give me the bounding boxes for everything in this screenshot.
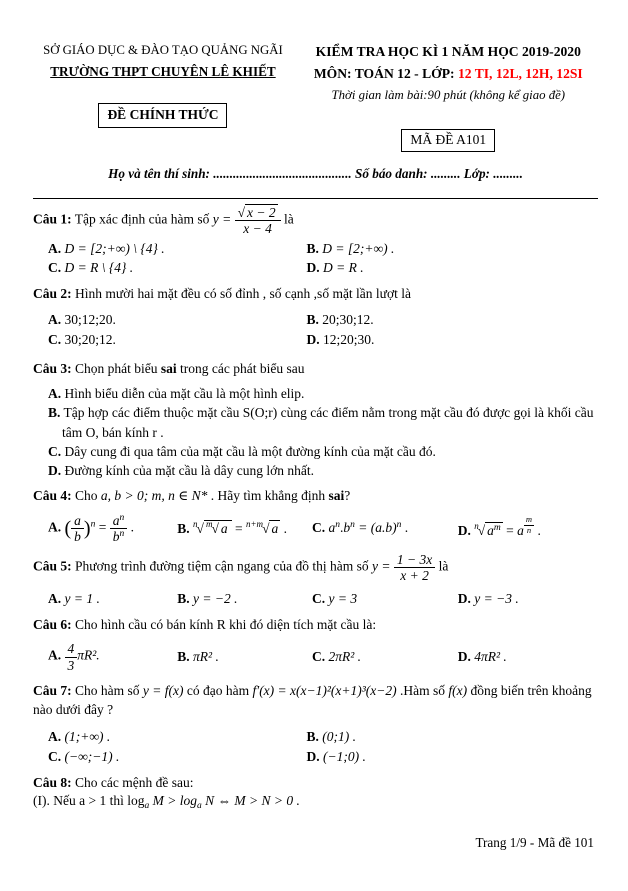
four-thirds-fraction bbox=[65, 641, 78, 672]
question-7 bbox=[33, 681, 598, 767]
exponent-fraction bbox=[524, 514, 534, 536]
option-d bbox=[458, 515, 598, 541]
department-name: SỞ GIÁO DỤC & ĐÀO TẠO QUẢNG NGÃI bbox=[43, 43, 283, 57]
class-list: 12 TI, 12L, 12H, 12SI bbox=[454, 66, 583, 82]
period: . bbox=[534, 523, 541, 539]
question-2-stem bbox=[33, 284, 598, 304]
question-7-text-3: .Hàm số bbox=[396, 682, 449, 698]
question-2-text: Hình mười hai mặt đều có số đỉnh , số cạnh ,số mặt lần lượt là bbox=[71, 286, 411, 302]
option-c-letter: C. bbox=[312, 648, 326, 664]
period: . bbox=[127, 519, 134, 535]
log-segment-2: M > log bbox=[149, 793, 197, 809]
option-c-value: 2πR² . bbox=[328, 648, 362, 664]
right-paren: ) bbox=[83, 517, 91, 540]
option-c-letter: C. bbox=[48, 331, 62, 347]
question-3-text-pre: Chọn phát biểu bbox=[71, 360, 161, 376]
option-d-value: D = R . bbox=[323, 260, 364, 276]
option-a bbox=[48, 513, 177, 544]
question-6-text: Cho hình cầu có bán kính R khi đó diện tích mặt cầu là: bbox=[71, 616, 377, 632]
option-a bbox=[48, 590, 177, 609]
question-4-text-mid: . Hãy tìm khẳng định bbox=[207, 488, 329, 504]
q5-formula-lhs: y = bbox=[372, 558, 391, 574]
option-b-letter: B. bbox=[177, 648, 190, 664]
exponent-n: n bbox=[350, 519, 355, 530]
question-3-label: Câu 3: bbox=[33, 360, 72, 376]
option-d-letter: D. bbox=[457, 648, 471, 664]
q7-formula-1: y = f(x) bbox=[142, 682, 184, 698]
radical bbox=[474, 523, 503, 538]
equals-ab: = (a.b) bbox=[354, 519, 397, 535]
option-c bbox=[48, 748, 307, 767]
option-a-letter: A. bbox=[48, 591, 62, 607]
q1-formula-lhs: y = bbox=[212, 212, 232, 228]
option-d-value: y = −3 . bbox=[474, 591, 519, 607]
exam-code-box: MÃ ĐỀ A101 bbox=[401, 129, 495, 152]
question-6 bbox=[33, 615, 598, 673]
sqrt-icon: √ bbox=[237, 205, 246, 221]
option-d bbox=[307, 331, 599, 350]
log-segment-3: N ⇔ M > N > 0 . bbox=[201, 793, 300, 809]
option-d bbox=[307, 748, 599, 767]
option-c-value: 30;20;12. bbox=[64, 331, 116, 347]
header-right bbox=[299, 42, 598, 152]
fraction-numerator bbox=[110, 513, 128, 529]
option-a-letter: A. bbox=[48, 386, 62, 402]
option-c-value: D = R \ {4} . bbox=[64, 260, 134, 276]
option-c bbox=[312, 519, 458, 538]
option-c-letter: C. bbox=[48, 748, 62, 764]
period: . bbox=[280, 520, 287, 536]
duration-line: Thời gian làm bài:90 phút (không kể giao đề) bbox=[331, 88, 566, 103]
option-a bbox=[48, 240, 307, 259]
option-d-value: 12;20;30. bbox=[323, 331, 375, 347]
question-5 bbox=[33, 552, 598, 609]
question-1-suffix: là bbox=[284, 212, 294, 228]
radicand bbox=[485, 522, 503, 538]
question-8-label: Câu 8: bbox=[33, 774, 72, 790]
option-a-value: 30;12;20. bbox=[64, 311, 116, 327]
option-b-value: D = [2;+∞) . bbox=[322, 240, 395, 256]
question-7-text-4: đồng biến trên khoảng nào dưới đây ? bbox=[33, 682, 592, 718]
question-2-options bbox=[33, 311, 598, 350]
base-b: b bbox=[343, 519, 351, 535]
question-1 bbox=[33, 205, 598, 278]
option-b-letter: B. bbox=[306, 728, 319, 744]
question-6-stem bbox=[33, 615, 598, 635]
base-a: a bbox=[328, 519, 336, 535]
equals-sign: = bbox=[95, 519, 110, 535]
option-a-letter: A. bbox=[48, 311, 62, 327]
fraction-a-over-b bbox=[71, 513, 84, 544]
option-c bbox=[48, 259, 307, 278]
fraction-denominator: b bbox=[74, 528, 81, 544]
radical bbox=[245, 518, 280, 536]
q1-radicand: x − 2 bbox=[247, 205, 276, 221]
dot: . bbox=[340, 519, 344, 535]
option-b-letter: B. bbox=[306, 311, 319, 327]
option-b-value: Tập hợp các điểm thuộc mặt cầu S(O;r) cùng các điểm nằm trong mặt cầu đó được gọi là khối cầu tâm O, bán kính r . bbox=[62, 405, 594, 440]
fraction-denominator bbox=[110, 529, 128, 544]
question-2-label: Câu 2: bbox=[33, 286, 72, 302]
log-base-a: a bbox=[144, 801, 150, 812]
exam-code-wrap bbox=[299, 105, 598, 152]
option-b-value: (0;1) . bbox=[322, 728, 357, 744]
school-name: TRƯỜNG THPT CHUYÊN LÊ KHIẾT bbox=[50, 63, 276, 79]
option-d bbox=[48, 461, 598, 480]
question-3-bold-word: sai bbox=[160, 360, 177, 376]
question-3-options bbox=[33, 384, 598, 480]
root-index-n: n bbox=[474, 521, 479, 532]
option-b bbox=[307, 240, 599, 259]
option-d bbox=[458, 648, 598, 667]
mini-fraction-numerator: m bbox=[525, 514, 533, 525]
header-left bbox=[33, 42, 293, 152]
option-b-value: y = −2 . bbox=[193, 591, 238, 607]
q5-fraction-numerator: 1 − 3x bbox=[394, 552, 435, 568]
question-3-text-post: trong các phát biểu sau bbox=[176, 360, 305, 376]
question-8-stem bbox=[33, 773, 598, 793]
question-7-text-1: Cho hàm số bbox=[71, 682, 143, 698]
option-a-letter: A. bbox=[48, 648, 62, 664]
q7-formula-3: f(x) bbox=[448, 682, 468, 698]
option-a bbox=[48, 384, 598, 403]
question-3 bbox=[33, 359, 598, 480]
option-d bbox=[458, 590, 598, 609]
option-a-value: D = [2;+∞) \ {4} . bbox=[64, 240, 165, 256]
option-d-letter: D. bbox=[457, 523, 471, 539]
option-c-letter: C. bbox=[312, 591, 326, 607]
question-4-bold-word: sai bbox=[328, 488, 345, 504]
option-b bbox=[48, 403, 598, 441]
option-c-letter: C. bbox=[312, 519, 326, 535]
sqrt-icon: √ bbox=[211, 520, 219, 536]
exponent-n: n bbox=[396, 519, 402, 530]
option-b bbox=[177, 590, 312, 609]
option-d-letter: D. bbox=[306, 748, 320, 764]
question-1-stem bbox=[33, 205, 598, 236]
option-d bbox=[307, 259, 599, 278]
question-7-label: Câu 7: bbox=[33, 682, 72, 698]
question-2 bbox=[33, 284, 598, 349]
option-c bbox=[48, 442, 598, 461]
question-4-math: a, b > 0; m, n ∈ N* bbox=[100, 488, 208, 504]
option-c bbox=[48, 331, 307, 350]
separator-line bbox=[33, 198, 598, 199]
option-a-value: Hình biểu diễn của mặt cầu là một hình elip. bbox=[64, 386, 305, 402]
equals-sign: = bbox=[502, 523, 518, 539]
option-a bbox=[48, 311, 307, 330]
question-5-text: Phương trình đường tiệm cận ngang của đồ thị hàm số bbox=[71, 558, 373, 574]
question-4-stem bbox=[33, 486, 598, 506]
option-c-value: y = 3 bbox=[328, 591, 358, 607]
log-base-a: a bbox=[196, 801, 202, 812]
option-d-value: 4πR² . bbox=[474, 648, 507, 664]
option-d-value: (−1;0) . bbox=[323, 748, 366, 764]
sqrt-icon: √ bbox=[196, 520, 204, 536]
exponent-n: n bbox=[90, 519, 96, 530]
radicand-exponent: m bbox=[493, 523, 501, 534]
option-a-letter: A. bbox=[48, 240, 62, 256]
radicand: a bbox=[271, 520, 279, 536]
option-c-letter: C. bbox=[48, 260, 62, 276]
fraction-numerator: 4 bbox=[65, 641, 78, 657]
option-b bbox=[177, 518, 312, 539]
question-7-text-2: có đạo hàm bbox=[183, 682, 253, 698]
option-b-letter: B. bbox=[177, 520, 190, 536]
question-4 bbox=[33, 486, 598, 544]
question-5-stem bbox=[33, 552, 598, 583]
numerator-exponent: n bbox=[119, 512, 125, 523]
question-5-options bbox=[33, 590, 598, 609]
page-footer: Trang 1/9 - Mã đề 101 bbox=[475, 835, 594, 850]
q5-fraction bbox=[394, 552, 435, 583]
option-d-letter: D. bbox=[306, 331, 320, 347]
question-3-stem bbox=[33, 359, 598, 379]
sqrt-icon: √ bbox=[477, 523, 486, 539]
option-a bbox=[48, 728, 307, 747]
root-index-n: n bbox=[193, 518, 198, 529]
question-8 bbox=[33, 773, 598, 811]
option-b bbox=[177, 648, 312, 667]
header bbox=[33, 42, 598, 152]
subject-prefix: MÔN: TOÁN 12 - LỚP: bbox=[313, 66, 455, 82]
subject-line bbox=[299, 64, 598, 83]
fraction-an-over-bn bbox=[110, 513, 128, 544]
denominator-exponent: n bbox=[119, 528, 125, 539]
option-c-value: (−∞;−1) . bbox=[64, 748, 120, 764]
option-a-value: πR². bbox=[77, 648, 100, 664]
base-a: a bbox=[517, 523, 524, 539]
q1-fraction-numerator bbox=[235, 205, 281, 221]
option-a-letter: A. bbox=[48, 728, 62, 744]
exponent-n: n bbox=[335, 519, 340, 530]
question-1-label: Câu 1: bbox=[33, 212, 72, 228]
question-4-text-pre: Cho bbox=[71, 488, 101, 504]
option-c bbox=[312, 590, 458, 609]
option-d-letter: D. bbox=[457, 591, 471, 607]
option-d-value: Đường kính của mặt cầu là dây cung lớn nhất. bbox=[64, 462, 315, 478]
left-paren: ( bbox=[64, 517, 72, 540]
question-1-text: Tập xác định của hàm số bbox=[71, 212, 213, 228]
option-b-letter: B. bbox=[306, 240, 319, 256]
question-8-item-1 bbox=[33, 792, 598, 811]
question-7-stem bbox=[33, 681, 598, 720]
option-c-value: Dây cung đi qua tâm của mặt cầu là một đường kính của mặt cầu đó. bbox=[64, 443, 436, 459]
sqrt-icon: √ bbox=[262, 520, 270, 536]
question-5-suffix: là bbox=[438, 558, 449, 574]
candidate-info-line: Họ và tên thí sinh: .......................................... Số báo danh: ......... Lớp: ......... bbox=[108, 165, 523, 181]
question-1-options bbox=[33, 240, 598, 279]
inner-radicand: a bbox=[220, 520, 228, 536]
fraction-denominator: 3 bbox=[67, 657, 75, 673]
option-b-letter: B. bbox=[48, 405, 61, 421]
option-d-letter: D. bbox=[306, 260, 320, 276]
radicand-base: a bbox=[487, 523, 494, 539]
option-c-letter: C. bbox=[48, 443, 62, 459]
option-a-value: (1;+∞) . bbox=[64, 728, 111, 744]
numerator-base: a bbox=[112, 512, 120, 528]
question-4-options bbox=[33, 513, 598, 544]
fraction-numerator: a bbox=[71, 513, 84, 529]
option-b bbox=[307, 311, 599, 330]
q1-fraction-denominator: x − 4 bbox=[243, 221, 272, 237]
equals-sign: = bbox=[231, 520, 246, 536]
exam-title: KIỂM TRA HỌC KÌ 1 NĂM HỌC 2019-2020 bbox=[315, 44, 581, 59]
q5-fraction-denominator: x + 2 bbox=[400, 567, 429, 583]
denominator-base: b bbox=[112, 528, 120, 544]
official-stamp-wrap bbox=[33, 81, 293, 128]
question-8-text: Cho các mệnh đề sau: bbox=[71, 774, 194, 790]
option-a bbox=[48, 641, 177, 672]
option-b-letter: B. bbox=[177, 591, 190, 607]
question-6-label: Câu 6: bbox=[33, 616, 72, 632]
option-b bbox=[307, 728, 599, 747]
log-1: log bbox=[127, 793, 145, 809]
q1-fraction bbox=[235, 205, 281, 236]
option-b-value: πR² . bbox=[193, 648, 219, 664]
nested-radical bbox=[193, 518, 232, 536]
option-d-letter: D. bbox=[48, 462, 62, 478]
outer-radicand bbox=[204, 520, 232, 536]
question-7-options bbox=[33, 728, 598, 767]
option-a-value: y = 1 . bbox=[64, 591, 100, 607]
option-a-letter: A. bbox=[48, 519, 62, 535]
question-5-label: Câu 5: bbox=[33, 558, 72, 574]
root-index-n-plus-m: n+m bbox=[245, 518, 264, 529]
question-4-label: Câu 4: bbox=[33, 488, 72, 504]
period: . bbox=[401, 519, 409, 535]
option-c bbox=[312, 648, 458, 667]
root-index-m: m bbox=[205, 518, 213, 529]
item-1-prefix: (I). Nếu a > 1 thì bbox=[33, 793, 128, 809]
question-4-text-post: ? bbox=[344, 488, 351, 504]
q7-derivative-formula: f′(x) = x(x−1)²(x+1)³(x−2) bbox=[252, 682, 397, 698]
question-6-options bbox=[33, 641, 598, 672]
option-b-value: 20;30;12. bbox=[322, 311, 374, 327]
official-stamp-box: ĐỀ CHÍNH THỨC bbox=[98, 103, 227, 128]
mini-fraction bbox=[524, 515, 534, 536]
mini-fraction-denominator: n bbox=[526, 525, 532, 536]
